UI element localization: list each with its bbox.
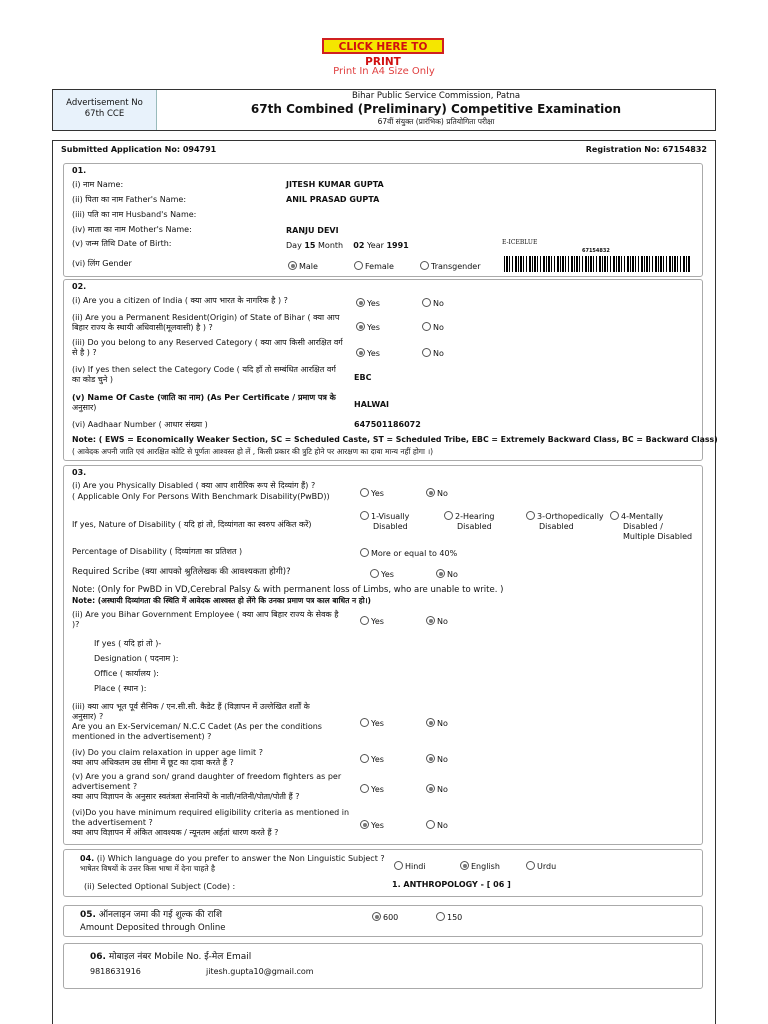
freedom-fighter-question-line3: क्या आप विज्ञापन के अनुसार स्वतंत्रता सेनानियों के नाती/नतिनी/पोता/पोती हैं ?	[72, 792, 300, 801]
citizen-question: (i) Are you a citizen of India ( क्या आप भारत के नागरिक है ) ?	[72, 296, 288, 305]
scribe-yes-radio[interactable]: Yes	[370, 569, 394, 580]
category-value: EBC	[354, 373, 372, 382]
disabled-yes-radio[interactable]: Yes	[360, 488, 384, 499]
submitted-application-no: Submitted Application No: 094791	[61, 145, 217, 154]
contact-title: 06. मोबाइल नंबर Mobile No. ई-मेल Email	[90, 952, 252, 962]
disabled-question-line1: (i) Are you Physically Disabled ( क्या आप शारीरिक रूप से दिव्यांग हैं) ?	[72, 481, 316, 490]
disability-percentage-radio[interactable]: More or equal to 40%	[360, 548, 457, 559]
husband-label: (iii) पति का नाम Husband's Name:	[72, 210, 197, 219]
category-note-hindi: ( आवेदक अपनी जाति एवं आरक्षित कोटि से पूर्णतः आश्वस्त हो लें , किसी प्रकार की त्रुटि होने पर आरक्षण का दावा मान्य नहीं होगा ।)	[72, 447, 434, 456]
dob-month-label: Month	[318, 241, 344, 250]
ex-serviceman-yes-radio[interactable]: Yes	[360, 718, 384, 729]
eligibility-no-radio[interactable]: No	[426, 820, 448, 831]
language-question: (i) Which language do you prefer to answer the Non Linguistic Subject ?	[96, 854, 385, 863]
dob-day-label: Day	[286, 241, 302, 250]
fee-150-radio[interactable]: 150	[436, 912, 462, 923]
category-question-line2: का कोड चुने )	[72, 375, 113, 384]
section-number: 05.	[80, 910, 96, 920]
section-language	[63, 849, 703, 897]
section-fee	[63, 905, 703, 937]
language-hindi-radio[interactable]: Hindi	[394, 861, 426, 872]
disabled-question-line2: ( Applicable Only For Persons With Benchmark Disability(PwBD))	[72, 492, 330, 501]
gender-label: (vi) लिंग Gender	[72, 259, 132, 268]
hearing-disabled-radio[interactable]: 2-Hearing Disabled	[444, 511, 494, 532]
eligibility-question-line3: क्या आप विज्ञापन में अंकित आवश्यक / न्यूनतम अर्हतां धारण करते हैं ?	[72, 828, 279, 837]
section-number: 04.	[80, 854, 95, 863]
optional-subject-value: 1. ANTHROPOLOGY - [ 06 ]	[392, 880, 511, 889]
mobile-value: 9818631916	[90, 967, 141, 976]
reserved-question-line1: (iii) Do you belong to any Reserved Category ( क्या आप किसी आरक्षित वर्ग	[72, 338, 343, 347]
language-urdu-radio[interactable]: Urdu	[526, 861, 556, 872]
eligibility-yes-radio[interactable]: Yes	[360, 820, 384, 831]
father-label: (ii) पिता का नाम Father's Name:	[72, 195, 187, 204]
ex-serviceman-question-line4: mentioned in the advertisement) ?	[72, 732, 212, 741]
if-yes-label: If yes ( यदि हां तो )-	[94, 639, 162, 648]
name-label: (i) नाम Name:	[72, 180, 124, 189]
reserved-question-line2: से है ) ?	[72, 348, 97, 357]
gender-transgender-radio[interactable]: Transgender	[420, 261, 481, 272]
advertisement-value: 67th CCE	[84, 109, 125, 119]
ex-serviceman-no-radio[interactable]: No	[426, 718, 448, 729]
office-label: Office ( कार्यालय ):	[94, 669, 159, 678]
language-question-line1	[80, 854, 385, 864]
ex-serviceman-question-line1: (iii) क्या आप भूत पूर्व सैनिक / एन.सी.सी. कैडेट हैं (विज्ञापन में उल्लेखित शर्तों के	[72, 702, 310, 711]
dob-year: 1991	[386, 241, 409, 250]
resident-no-radio[interactable]: No	[422, 322, 444, 333]
barcode-icon	[504, 256, 690, 272]
scribe-question: Required Scribe (क्या आपको श्रुतिलेखक की आवश्यकता होगी)?	[72, 567, 291, 577]
aadhaar-label: (vi) Aadhaar Number ( आधार संख्या )	[72, 420, 208, 429]
aadhaar-value: 647501186072	[354, 420, 421, 429]
age-relaxation-question-line2: क्या आप अधिकतम उम्र सीमा में छूट का दावा करते हैं ?	[72, 758, 234, 767]
scribe-note-hindi: Note: (अस्थायी दिव्यांगता की स्थिति में आवेदक आश्वस्त हो लेंगे कि उनका प्रमाण पत्र काल बाधित न हो।)	[72, 596, 371, 605]
reserved-yes-radio[interactable]: Yes	[356, 348, 380, 359]
optional-subject-label: (ii) Selected Optional Subject (Code) :	[84, 882, 236, 891]
eligibility-question-line1: (vi)Do you have minimum required eligibility criteria as mentioned in	[72, 808, 350, 817]
application-form	[52, 140, 716, 1024]
citizen-no-radio[interactable]: No	[422, 298, 444, 309]
section-number: 01.	[72, 166, 87, 175]
section-number: 02.	[72, 282, 87, 291]
section-number: 03.	[72, 468, 87, 477]
disabled-no-radio[interactable]: No	[426, 488, 448, 499]
mother-value: RANJU DEVI	[286, 226, 339, 235]
govt-employee-question-line1: (ii) Are you Bihar Government Employee ( क्या आप बिहार राज्य के सेवक है	[72, 610, 339, 619]
section-personal	[63, 163, 703, 277]
visually-disabled-radio[interactable]: 1-Visually Disabled	[360, 511, 409, 532]
advertisement-box	[53, 90, 157, 130]
resident-question-line2: बिहार राज्य के स्थायी अधिवासी(मूलवासी) है ) ?	[72, 323, 213, 332]
govt-employee-yes-radio[interactable]: Yes	[360, 616, 384, 627]
header-title	[157, 91, 715, 127]
dob-month: 02	[353, 241, 365, 250]
language-english-radio[interactable]: English	[460, 861, 500, 872]
section-number: 06.	[90, 952, 106, 962]
scribe-note: Note: (Only for PwBD in VD,Cerebral Palsy & with permanent loss of Limbs, who are unable to write. )	[72, 585, 504, 595]
freedom-fighter-no-radio[interactable]: No	[426, 784, 448, 795]
print-note: Print In A4 Size Only	[333, 66, 435, 77]
designation-label: Designation ( पदनाम ):	[94, 654, 179, 663]
ex-serviceman-question-line3: Are you an Ex-Serviceman/ N.C.C Cadet (As per the conditions	[72, 722, 322, 731]
advertisement-label: Advertisement No	[66, 98, 143, 108]
dob-value	[286, 241, 409, 251]
dob-day: 15	[304, 241, 316, 250]
place-label: Place ( स्थान ):	[94, 684, 147, 693]
email-value: jitesh.gupta10@gmail.com	[206, 967, 314, 976]
print-button[interactable]: CLICK HERE TO PRINT	[322, 38, 444, 54]
ex-serviceman-question-line2: अनुसार) ?	[72, 712, 104, 721]
name-value: JITESH KUMAR GUPTA	[286, 180, 384, 189]
caste-question-line2: अनुसार)	[72, 403, 97, 412]
govt-employee-question-line2: )?	[72, 620, 80, 629]
resident-yes-radio[interactable]: Yes	[356, 322, 380, 333]
mentally-disabled-radio[interactable]: 4-Mentally Disabled / Multiple Disabled	[610, 511, 692, 542]
header-box	[52, 89, 716, 131]
fee-title: Amount Deposited through Online	[80, 923, 226, 933]
language-question-line2: भाषेतर विषयों के उत्तर किस भाषा में देना चाहते है	[80, 864, 215, 873]
age-relaxation-question-line1: (iv) Do you claim relaxation in upper age limit ?	[72, 748, 263, 757]
registration-no: Registration No: 67154832	[585, 145, 707, 154]
freedom-fighter-question-line1: (v) Are you a grand son/ grand daughter of freedom fighters as per	[72, 772, 342, 781]
disability-percentage-label: Percentage of Disability ( दिव्यांगता का प्रतिशत )	[72, 547, 243, 556]
resident-question-line1: (ii) Are you a Permanent Resident(Origin) of State of Bihar ( क्या आप	[72, 313, 340, 322]
section-disability	[63, 465, 703, 845]
caste-value: HALWAI	[354, 400, 389, 409]
freedom-fighter-question-line2: advertisement ?	[72, 782, 138, 791]
freedom-fighter-yes-radio[interactable]: Yes	[360, 784, 384, 795]
barcode-number: 67154832	[582, 248, 610, 254]
exam-title: 67th Combined (Preliminary) Competitive Examination	[250, 102, 622, 116]
org-name: Bihar Public Service Commission, Patna	[351, 91, 521, 101]
category-question-line1: (iv) If yes then select the Category Code ( यदि हाँ तो सम्बंधित आरक्षित वर्ग	[72, 365, 336, 374]
category-note: Note: ( EWS = Economically Weaker Section, SC = Scheduled Caste, ST = Scheduled Tribe, EBC = Extremely Backward Class, BC = Backward Class)	[72, 435, 718, 444]
mother-label: (iv) माता का नाम Mother's Name:	[72, 225, 192, 234]
orthopedically-disabled-radio[interactable]: 3-Orthopedically Disabled	[526, 511, 604, 532]
eligibility-question-line2: the advertisement ?	[72, 818, 153, 827]
age-relaxation-no-radio[interactable]: No	[426, 754, 448, 765]
gender-male-radio[interactable]: Male	[288, 261, 318, 272]
reserved-no-radio[interactable]: No	[422, 348, 444, 359]
govt-employee-no-radio[interactable]: No	[426, 616, 448, 627]
age-relaxation-yes-radio[interactable]: Yes	[360, 754, 384, 765]
fee-title-hindi: 05. ऑनलाइन जमा की गई शुल्क की राशि	[80, 910, 222, 920]
caste-question-line1: (v) Name Of Caste (जाति का नाम) (As Per Certificate / प्रमाण पत्र के	[72, 393, 336, 402]
section-contact	[63, 943, 703, 989]
dob-year-label: Year	[366, 241, 384, 250]
fee-600-radio[interactable]: 600	[372, 912, 398, 923]
exam-title-hindi: 67वीं संयुक्त (प्रारंभिक) प्रतियोगिता परीक्षा	[377, 117, 495, 126]
section-category	[63, 279, 718, 461]
citizen-yes-radio[interactable]: Yes	[356, 298, 380, 309]
gender-female-radio[interactable]: Female	[354, 261, 394, 272]
father-value: ANIL PRASAD GUPTA	[286, 195, 380, 204]
scribe-no-radio[interactable]: No	[436, 569, 458, 580]
dob-label: (v) जन्म तिथि Date of Birth:	[72, 239, 172, 248]
barcode-tag: E-ICEBLUE	[502, 239, 538, 246]
nature-of-disability-label: If yes, Nature of Disability ( यदि हां तो, दिव्यांगता का स्वरुप अंकित करें)	[72, 520, 312, 529]
